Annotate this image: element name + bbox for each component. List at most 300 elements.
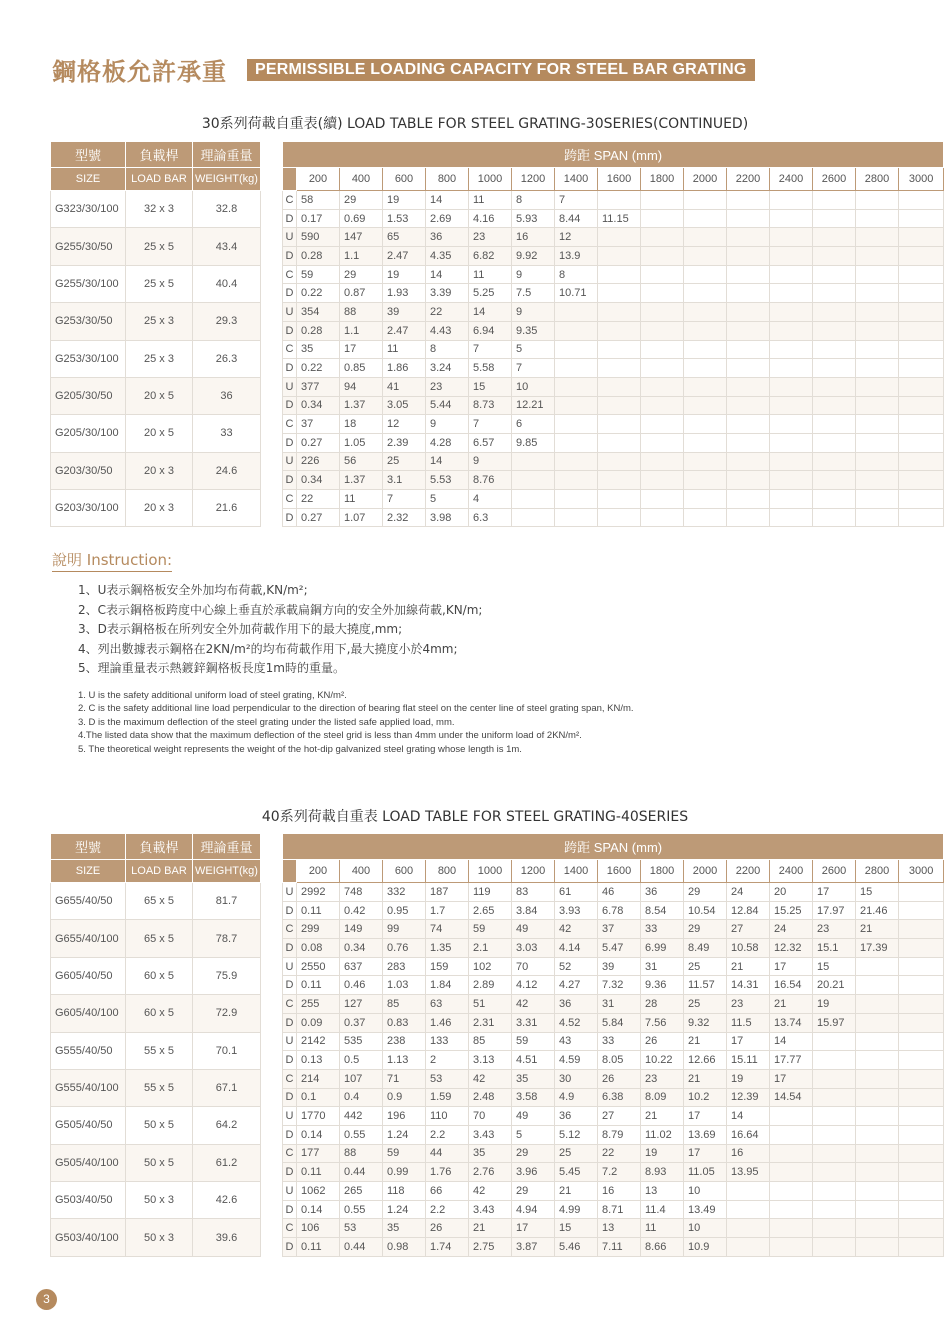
value-cell: 35 — [297, 340, 340, 359]
value-cell: 0.27 — [297, 433, 340, 452]
value-cell — [813, 191, 856, 210]
value-cell: 6.57 — [469, 433, 512, 452]
value-cell: 19 — [641, 1144, 684, 1163]
load-type-label: C — [283, 490, 297, 509]
instructions-title: 說明 Instruction: — [52, 549, 172, 572]
table-row-group — [51, 415, 944, 452]
instruction-cn-3: 3、D表示鋼格板在所列安全外加荷載作用下的最大撓度,mm; — [78, 622, 403, 636]
value-cell: 177 — [297, 1144, 340, 1163]
value-cell: 71 — [383, 1069, 426, 1088]
deflection-label: D — [283, 976, 297, 995]
value-cell: 4.43 — [426, 321, 469, 340]
value-cell: 12 — [555, 228, 598, 247]
col-header-weight-cn: 理論重量 — [193, 142, 261, 168]
value-cell: 24 — [727, 883, 770, 902]
value-cell — [598, 508, 641, 527]
value-cell: 21 — [856, 920, 899, 939]
table-row-group — [51, 303, 944, 340]
value-cell: 10 — [512, 377, 555, 396]
value-cell — [899, 490, 944, 509]
value-cell: 110 — [426, 1107, 469, 1126]
value-cell: 5.84 — [598, 1013, 641, 1032]
value-cell — [598, 191, 641, 210]
load-type-label: C — [283, 415, 297, 434]
value-cell: 17 — [727, 1032, 770, 1051]
value-cell — [684, 377, 727, 396]
load-type-label: U — [283, 228, 297, 247]
value-cell: 0.28 — [297, 321, 340, 340]
value-cell: 8.73 — [469, 396, 512, 415]
value-cell — [856, 1125, 899, 1144]
table-row-group — [51, 265, 944, 302]
value-cell — [598, 471, 641, 490]
span-value-header: 1200 — [512, 168, 555, 191]
value-cell — [856, 340, 899, 359]
value-cell: 5.47 — [598, 939, 641, 958]
span-value-header: 200 — [297, 168, 340, 191]
weight-cell: 70.1 — [193, 1032, 261, 1069]
load-type-label: U — [283, 303, 297, 322]
value-cell: 23 — [813, 920, 856, 939]
load-bar-cell: 25 x 5 — [126, 228, 193, 265]
span-value-header: 2000 — [684, 168, 727, 191]
value-cell — [598, 247, 641, 266]
span-value-header: 600 — [383, 860, 426, 883]
value-cell: 11.05 — [684, 1163, 727, 1182]
value-cell — [555, 340, 598, 359]
value-cell: 3.39 — [426, 284, 469, 303]
span-value-header: 1400 — [555, 860, 598, 883]
value-cell: 14 — [469, 303, 512, 322]
weight-cell: 36 — [193, 377, 261, 414]
value-cell — [727, 321, 770, 340]
value-cell — [770, 508, 813, 527]
value-cell: 0.99 — [383, 1163, 426, 1182]
value-cell: 9 — [512, 303, 555, 322]
value-cell — [512, 452, 555, 471]
value-cell: 27 — [727, 920, 770, 939]
value-cell — [813, 1163, 856, 1182]
value-cell: 2.75 — [469, 1238, 512, 1257]
value-cell: 119 — [469, 883, 512, 902]
value-cell — [684, 396, 727, 415]
value-cell: 33 — [598, 1032, 641, 1051]
value-cell — [856, 995, 899, 1014]
value-cell: 1.13 — [383, 1051, 426, 1070]
value-cell: 59 — [297, 265, 340, 284]
row-spacer — [261, 303, 283, 340]
col-header-weight-cn: 理論重量 — [193, 834, 261, 860]
span-value-header: 2400 — [770, 860, 813, 883]
model-cell: G203/30/50 — [51, 452, 126, 489]
value-cell: 4.59 — [555, 1051, 598, 1070]
value-cell — [555, 452, 598, 471]
value-cell — [641, 396, 684, 415]
span-value-header: 1600 — [598, 168, 641, 191]
value-cell: 21 — [684, 1069, 727, 1088]
value-cell: 2.48 — [469, 1088, 512, 1107]
value-cell: 1.84 — [426, 976, 469, 995]
page-header — [52, 52, 755, 87]
value-cell: 59 — [512, 1032, 555, 1051]
value-cell: 11 — [469, 191, 512, 210]
value-cell: 12.66 — [684, 1051, 727, 1070]
value-cell — [813, 1107, 856, 1126]
value-cell: 13.9 — [555, 247, 598, 266]
value-cell — [899, 883, 944, 902]
value-cell — [856, 1163, 899, 1182]
load-bar-cell: 60 x 5 — [126, 995, 193, 1032]
value-cell — [813, 1238, 856, 1257]
value-cell — [684, 191, 727, 210]
value-cell: 5.53 — [426, 471, 469, 490]
value-cell: 187 — [426, 883, 469, 902]
value-cell — [813, 452, 856, 471]
value-cell: 21 — [555, 1182, 598, 1201]
load-bar-cell: 50 x 5 — [126, 1107, 193, 1144]
value-cell — [856, 359, 899, 378]
weight-cell: 26.3 — [193, 340, 261, 377]
row-spacer — [261, 1069, 283, 1106]
value-cell: 15 — [856, 883, 899, 902]
value-cell: 1.37 — [340, 396, 383, 415]
value-cell: 14 — [727, 1107, 770, 1126]
value-cell — [555, 415, 598, 434]
value-cell: 6.78 — [598, 901, 641, 920]
value-cell: 11 — [383, 340, 426, 359]
value-cell: 11 — [469, 265, 512, 284]
value-cell: 0.34 — [297, 471, 340, 490]
value-cell: 21.46 — [856, 901, 899, 920]
deflection-label: D — [283, 1200, 297, 1219]
value-cell — [770, 321, 813, 340]
model-cell: G655/40/50 — [51, 883, 126, 920]
value-cell: 35 — [469, 1144, 512, 1163]
value-cell: 8.44 — [555, 209, 598, 228]
value-cell: 23 — [641, 1069, 684, 1088]
value-cell: 36 — [555, 1107, 598, 1126]
value-cell — [555, 433, 598, 452]
value-cell: 7.5 — [512, 284, 555, 303]
deflection-label: D — [283, 471, 297, 490]
value-cell — [727, 490, 770, 509]
value-cell — [899, 303, 944, 322]
value-cell: 299 — [297, 920, 340, 939]
model-cell: G255/30/50 — [51, 228, 126, 265]
instruction-cn-1: 1、U表示鋼格板安全外加均布荷載,KN/m²; — [78, 583, 308, 597]
value-cell — [727, 1238, 770, 1257]
col-header-bar-cn: 負載桿 — [126, 834, 193, 860]
value-cell: 0.69 — [340, 209, 383, 228]
table40-caption: 40系列荷載自重表 LOAD TABLE FOR STEEL GRATING-40SERIES — [261, 809, 689, 825]
span-value-header: 600 — [383, 168, 426, 191]
row-spacer — [261, 995, 283, 1032]
value-cell: 3.98 — [426, 508, 469, 527]
load-bar-cell: 65 x 5 — [126, 920, 193, 957]
deflection-label: D — [283, 1088, 297, 1107]
row-spacer — [261, 377, 283, 414]
value-cell — [727, 1182, 770, 1201]
value-cell: 5.12 — [555, 1125, 598, 1144]
value-cell — [813, 321, 856, 340]
model-cell: G555/40/50 — [51, 1032, 126, 1069]
row-spacer — [261, 1219, 283, 1256]
value-cell: 2 — [426, 1051, 469, 1070]
value-cell: 7 — [512, 359, 555, 378]
value-cell: 29 — [512, 1182, 555, 1201]
value-cell — [598, 415, 641, 434]
weight-cell: 81.7 — [193, 883, 261, 920]
value-cell — [555, 396, 598, 415]
value-cell: 29 — [340, 191, 383, 210]
model-cell: G255/30/100 — [51, 265, 126, 302]
col-header-weight-en: WEIGHT(kg) — [193, 168, 261, 191]
value-cell — [770, 1125, 813, 1144]
value-cell: 5 — [426, 490, 469, 509]
value-cell: 83 — [512, 883, 555, 902]
value-cell — [770, 452, 813, 471]
value-cell: 8 — [512, 191, 555, 210]
value-cell — [684, 303, 727, 322]
value-cell: 0.46 — [340, 976, 383, 995]
value-cell — [684, 284, 727, 303]
value-cell: 58 — [297, 191, 340, 210]
value-cell: 4.99 — [555, 1200, 598, 1219]
value-cell: 11 — [340, 490, 383, 509]
value-cell: 5.44 — [426, 396, 469, 415]
value-cell: 8.66 — [641, 1238, 684, 1257]
value-cell — [813, 396, 856, 415]
value-cell: 19 — [813, 995, 856, 1014]
col-header-type-cn: 型號 — [51, 142, 126, 168]
value-cell: 0.37 — [340, 1013, 383, 1032]
weight-cell: 64.2 — [193, 1107, 261, 1144]
value-cell: 11 — [641, 1219, 684, 1238]
value-cell: 8.09 — [641, 1088, 684, 1107]
value-cell: 10.71 — [555, 284, 598, 303]
value-cell — [770, 340, 813, 359]
value-cell: 2142 — [297, 1032, 340, 1051]
value-cell: 29 — [684, 883, 727, 902]
instruction-cn-2: 2、C表示鋼格板跨度中心線上垂直於承載扁鋼方向的安全外加線荷載,KN/m; — [78, 602, 483, 617]
value-cell — [555, 471, 598, 490]
value-cell: 265 — [340, 1182, 383, 1201]
col-header-type-en: SIZE — [51, 168, 126, 191]
value-cell — [727, 1219, 770, 1238]
value-cell — [813, 433, 856, 452]
value-cell: 46 — [598, 883, 641, 902]
value-cell — [856, 228, 899, 247]
value-cell: 49 — [512, 920, 555, 939]
value-cell: 13.49 — [684, 1200, 727, 1219]
value-cell: 0.9 — [383, 1088, 426, 1107]
value-cell: 1770 — [297, 1107, 340, 1126]
value-cell: 16 — [512, 228, 555, 247]
value-cell — [598, 265, 641, 284]
value-cell: 0.11 — [297, 1163, 340, 1182]
value-cell: 2.1 — [469, 939, 512, 958]
value-cell — [856, 976, 899, 995]
value-cell: 17 — [813, 883, 856, 902]
value-cell — [856, 471, 899, 490]
value-cell: 1.7 — [426, 901, 469, 920]
table-row-group — [51, 340, 944, 377]
value-cell — [813, 265, 856, 284]
value-cell: 1.24 — [383, 1125, 426, 1144]
value-cell: 0.44 — [340, 1238, 383, 1257]
instruction-en-3: 3. D is the maximum deflection of the steel grating under the listed safe applied load, mm. — [78, 716, 455, 728]
value-cell: 43 — [555, 1032, 598, 1051]
value-cell — [512, 508, 555, 527]
value-cell — [598, 340, 641, 359]
value-cell — [727, 508, 770, 527]
value-cell: 7 — [469, 340, 512, 359]
value-cell: 8.49 — [684, 939, 727, 958]
value-cell — [899, 452, 944, 471]
value-cell — [813, 247, 856, 266]
value-cell: 2.2 — [426, 1200, 469, 1219]
load-bar-cell: 25 x 5 — [126, 265, 193, 302]
value-cell: 1.74 — [426, 1238, 469, 1257]
value-cell: 8.93 — [641, 1163, 684, 1182]
value-cell: 88 — [340, 303, 383, 322]
value-cell: 31 — [598, 995, 641, 1014]
value-cell: 21 — [684, 1032, 727, 1051]
value-cell: 7.32 — [598, 976, 641, 995]
deflection-label: D — [283, 247, 297, 266]
value-cell — [770, 415, 813, 434]
value-cell — [899, 415, 944, 434]
value-cell: 10 — [684, 1219, 727, 1238]
value-cell: 1.46 — [426, 1013, 469, 1032]
value-cell: 26 — [426, 1219, 469, 1238]
value-cell — [770, 1107, 813, 1126]
value-cell — [899, 1144, 944, 1163]
value-cell: 3.13 — [469, 1051, 512, 1070]
value-cell — [856, 303, 899, 322]
value-cell: 42 — [469, 1069, 512, 1088]
load-type-label: C — [283, 1069, 297, 1088]
value-cell: 33 — [641, 920, 684, 939]
value-cell — [856, 508, 899, 527]
value-cell: 1.35 — [426, 939, 469, 958]
value-cell: 0.5 — [340, 1051, 383, 1070]
value-cell: 283 — [383, 957, 426, 976]
model-cell: G605/40/50 — [51, 957, 126, 994]
value-cell — [899, 1163, 944, 1182]
value-cell — [813, 1069, 856, 1088]
weight-cell: 78.7 — [193, 920, 261, 957]
value-cell: 2992 — [297, 883, 340, 902]
value-cell — [899, 359, 944, 378]
table-row-group — [51, 920, 944, 957]
value-cell — [770, 490, 813, 509]
header-spacer — [261, 834, 283, 883]
value-cell: 15.25 — [770, 901, 813, 920]
value-cell: 2.47 — [383, 247, 426, 266]
load-type-label: C — [283, 265, 297, 284]
value-cell — [813, 508, 856, 527]
value-cell: 23 — [426, 377, 469, 396]
value-cell: 332 — [383, 883, 426, 902]
value-cell — [727, 340, 770, 359]
value-cell: 42 — [555, 920, 598, 939]
value-cell: 10.58 — [727, 939, 770, 958]
load-bar-cell: 50 x 5 — [126, 1144, 193, 1181]
value-cell: 0.11 — [297, 976, 340, 995]
value-cell: 9.32 — [684, 1013, 727, 1032]
value-cell: 15 — [555, 1219, 598, 1238]
table30-caption: 30系列荷載自重表(續) LOAD TABLE FOR STEEL GRATING-30SERIES(CONTINUED) — [201, 116, 749, 132]
deflection-label: D — [283, 1125, 297, 1144]
value-cell: 0.13 — [297, 1051, 340, 1070]
value-cell — [856, 321, 899, 340]
table-row-group — [51, 883, 944, 920]
value-cell: 25 — [684, 995, 727, 1014]
value-cell: 1.05 — [340, 433, 383, 452]
model-cell: G253/30/50 — [51, 303, 126, 340]
table-row-group — [51, 1107, 944, 1144]
value-cell: 22 — [426, 303, 469, 322]
value-cell — [856, 247, 899, 266]
value-cell: 9.92 — [512, 247, 555, 266]
value-cell — [684, 228, 727, 247]
row-spacer — [261, 415, 283, 452]
value-cell: 1.53 — [383, 209, 426, 228]
value-cell — [770, 396, 813, 415]
value-cell — [770, 228, 813, 247]
row-spacer — [261, 490, 283, 527]
value-cell — [598, 377, 641, 396]
value-cell: 4.28 — [426, 433, 469, 452]
value-cell: 19 — [383, 191, 426, 210]
value-cell: 5.25 — [469, 284, 512, 303]
load-table-40-series — [50, 833, 944, 1257]
value-cell — [727, 415, 770, 434]
value-cell — [813, 471, 856, 490]
value-cell: 0.14 — [297, 1125, 340, 1144]
value-cell — [856, 415, 899, 434]
table-row-group — [51, 377, 944, 414]
value-cell — [641, 284, 684, 303]
value-cell — [856, 265, 899, 284]
value-cell — [813, 284, 856, 303]
span-value-header: 3000 — [899, 168, 944, 191]
value-cell: 3.05 — [383, 396, 426, 415]
value-cell: 70 — [512, 957, 555, 976]
value-cell — [856, 1107, 899, 1126]
value-cell: 255 — [297, 995, 340, 1014]
value-cell: 56 — [340, 452, 383, 471]
value-cell — [598, 433, 641, 452]
value-cell: 149 — [340, 920, 383, 939]
col-header-type-cn: 型號 — [51, 834, 126, 860]
value-cell: 36 — [426, 228, 469, 247]
value-cell: 8.79 — [598, 1125, 641, 1144]
col-header-bar-en: LOAD BAR — [126, 168, 193, 191]
value-cell — [856, 433, 899, 452]
table-row-group — [51, 452, 944, 489]
value-cell — [641, 191, 684, 210]
value-cell — [641, 265, 684, 284]
value-cell: 7 — [555, 191, 598, 210]
row-spacer — [261, 228, 283, 265]
value-cell: 3.93 — [555, 901, 598, 920]
value-cell: 36 — [641, 883, 684, 902]
value-cell: 6.99 — [641, 939, 684, 958]
value-cell: 0.42 — [340, 901, 383, 920]
deflection-label: D — [283, 284, 297, 303]
